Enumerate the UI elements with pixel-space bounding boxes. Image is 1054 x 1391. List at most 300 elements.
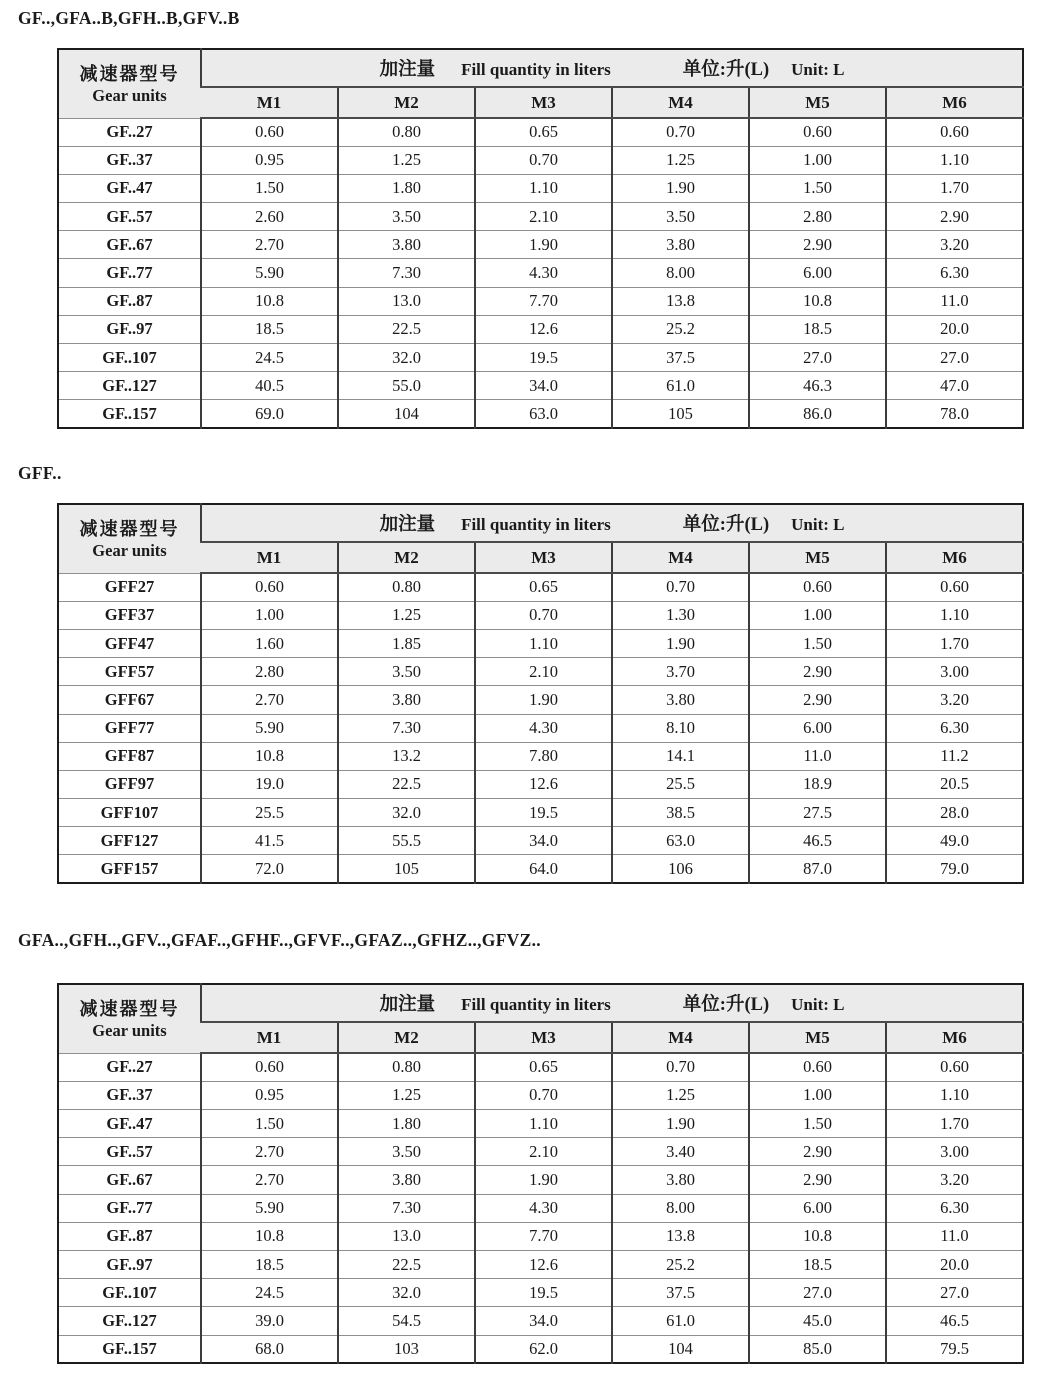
row-label: GF..37 (58, 146, 201, 174)
fill-value-cell: 2.10 (475, 203, 612, 231)
fill-value-cell: 3.40 (612, 1138, 749, 1166)
fill-value-cell: 0.60 (201, 573, 338, 601)
fill-value-cell: 7.30 (338, 259, 475, 287)
fill-value-cell: 1.90 (612, 1110, 749, 1138)
fill-value-cell: 104 (338, 400, 475, 428)
fill-value-cell: 2.90 (886, 203, 1023, 231)
row-label: GF..157 (58, 1335, 201, 1363)
fill-value-cell: 27.0 (886, 344, 1023, 372)
fill-value-cell: 0.95 (201, 1081, 338, 1109)
fill-quantity-header (201, 49, 1023, 87)
gear-units-header (58, 49, 201, 118)
fill-value-cell: 1.85 (338, 629, 475, 657)
table-body (58, 118, 1023, 428)
fill-value-cell: 7.80 (475, 742, 612, 770)
column-header-m2: M2 (338, 87, 475, 118)
fill-value-cell: 27.0 (749, 344, 886, 372)
column-header-m5: M5 (749, 87, 886, 118)
row-label: GFF77 (58, 714, 201, 742)
fill-value-cell: 27.0 (749, 1279, 886, 1307)
fill-value-cell: 104 (612, 1335, 749, 1363)
fill-value-cell: 4.30 (475, 1194, 612, 1222)
fill-value-cell: 46.5 (749, 827, 886, 855)
column-headers (58, 87, 1023, 118)
fill-value-cell: 13.8 (612, 1222, 749, 1250)
table-row (58, 1250, 1023, 1278)
table-row (58, 1222, 1023, 1250)
row-label: GF..67 (58, 1166, 201, 1194)
fill-value-cell: 3.00 (886, 1138, 1023, 1166)
fill-value-cell: 55.5 (338, 827, 475, 855)
fill-value-cell: 11.0 (886, 287, 1023, 315)
table-row (58, 714, 1023, 742)
table-row (58, 203, 1023, 231)
row-label: GF..107 (58, 344, 201, 372)
row-label: GFF67 (58, 686, 201, 714)
fill-value-cell: 5.90 (201, 1194, 338, 1222)
table-row (58, 344, 1023, 372)
fill-value-cell: 8.00 (612, 259, 749, 287)
fill-value-cell: 3.70 (612, 658, 749, 686)
fill-value-cell: 0.65 (475, 1053, 612, 1081)
column-header-m4: M4 (612, 1022, 749, 1053)
column-header-m4: M4 (612, 542, 749, 573)
gear-units-label-cn: 减速器型号 (79, 519, 180, 540)
fill-value-cell: 46.3 (749, 372, 886, 400)
row-label: GF..47 (58, 174, 201, 202)
fill-value-cell: 1.80 (338, 1110, 475, 1138)
fill-quantity-header (201, 984, 1023, 1022)
gear-units-label-en: Gear units (92, 540, 167, 560)
fill-value-cell: 7.30 (338, 714, 475, 742)
table-row (58, 1053, 1023, 1081)
row-label: GF..127 (58, 372, 201, 400)
fill-value-cell: 0.65 (475, 573, 612, 601)
fill-value-cell: 7.70 (475, 1222, 612, 1250)
fill-value-cell: 6.00 (749, 259, 886, 287)
fill-value-cell: 22.5 (338, 315, 475, 343)
section-gff (0, 463, 1054, 884)
fill-value-cell: 78.0 (886, 400, 1023, 428)
fill-value-cell: 24.5 (201, 1279, 338, 1307)
row-label: GF..77 (58, 259, 201, 287)
fill-value-cell: 3.50 (338, 1138, 475, 1166)
table-row (58, 287, 1023, 315)
unit-label-cn: 单位:升(L) (682, 60, 770, 80)
fill-value-cell: 20.0 (886, 1250, 1023, 1278)
fill-value-cell: 27.0 (886, 1279, 1023, 1307)
column-header-m3: M3 (475, 1022, 612, 1053)
fill-value-cell: 0.65 (475, 118, 612, 146)
fill-value-cell: 2.90 (749, 1138, 886, 1166)
table-row (58, 315, 1023, 343)
fill-value-cell: 2.90 (749, 1166, 886, 1194)
fill-value-cell: 0.70 (612, 573, 749, 601)
fill-value-cell: 87.0 (749, 855, 886, 883)
column-header-m3: M3 (475, 542, 612, 573)
fill-value-cell: 22.5 (338, 1250, 475, 1278)
fill-value-cell: 0.80 (338, 573, 475, 601)
table-body (58, 1053, 1023, 1363)
fill-value-cell: 85.0 (749, 1335, 886, 1363)
gear-units-label-cn: 减速器型号 (79, 999, 180, 1020)
fill-value-cell: 5.90 (201, 259, 338, 287)
fill-label-en: Fill quantity in liters (461, 515, 611, 535)
fill-value-cell: 2.90 (749, 658, 886, 686)
fill-value-cell: 3.80 (612, 686, 749, 714)
column-header-m1: M1 (201, 542, 338, 573)
fill-value-cell: 0.70 (612, 1053, 749, 1081)
fill-value-cell: 34.0 (475, 372, 612, 400)
fill-value-cell: 3.80 (338, 686, 475, 714)
fill-value-cell: 103 (338, 1335, 475, 1363)
fill-value-cell: 8.00 (612, 1194, 749, 1222)
fill-value-cell: 6.00 (749, 1194, 886, 1222)
row-label: GFF27 (58, 573, 201, 601)
fill-value-cell: 0.70 (475, 1081, 612, 1109)
column-header-m6: M6 (886, 542, 1023, 573)
fill-value-cell: 22.5 (338, 770, 475, 798)
column-header-m4: M4 (612, 87, 749, 118)
fill-value-cell: 20.0 (886, 315, 1023, 343)
fill-value-cell: 1.25 (612, 1081, 749, 1109)
table-row (58, 1081, 1023, 1109)
fill-value-cell: 0.60 (886, 1053, 1023, 1081)
fill-value-cell: 2.70 (201, 686, 338, 714)
fill-quantity-table (57, 983, 1024, 1364)
gear-units-label-en: Gear units (92, 1020, 167, 1040)
fill-value-cell: 3.80 (612, 1166, 749, 1194)
fill-value-cell: 62.0 (475, 1335, 612, 1363)
fill-value-cell: 18.9 (749, 770, 886, 798)
fill-value-cell: 7.70 (475, 287, 612, 315)
fill-value-cell: 86.0 (749, 400, 886, 428)
fill-value-cell: 10.8 (201, 1222, 338, 1250)
fill-value-cell: 2.80 (201, 658, 338, 686)
fill-value-cell: 13.0 (338, 287, 475, 315)
fill-value-cell: 0.60 (201, 1053, 338, 1081)
row-label: GF..57 (58, 1138, 201, 1166)
fill-value-cell: 3.50 (338, 203, 475, 231)
unit-label-cn: 单位:升(L) (682, 995, 770, 1016)
table-row (58, 372, 1023, 400)
column-header-m6: M6 (886, 1022, 1023, 1053)
row-label: GF..97 (58, 1250, 201, 1278)
fill-value-cell: 1.00 (749, 601, 886, 629)
row-label: GFF127 (58, 827, 201, 855)
fill-value-cell: 25.2 (612, 1250, 749, 1278)
fill-value-cell: 1.25 (338, 601, 475, 629)
fill-value-cell: 55.0 (338, 372, 475, 400)
table-row (58, 1110, 1023, 1138)
section-title: GFF.. (18, 463, 62, 484)
fill-value-cell: 19.5 (475, 1279, 612, 1307)
fill-value-cell: 18.5 (749, 1250, 886, 1278)
row-label: GF..77 (58, 1194, 201, 1222)
gear-units-label-en: Gear units (92, 85, 167, 105)
row-label: GFF107 (58, 799, 201, 827)
fill-value-cell: 14.1 (612, 742, 749, 770)
fill-value-cell: 25.2 (612, 315, 749, 343)
fill-value-cell: 105 (612, 400, 749, 428)
table-row (58, 1194, 1023, 1222)
table-row (58, 827, 1023, 855)
fill-value-cell: 0.60 (886, 118, 1023, 146)
fill-value-cell: 1.10 (886, 1081, 1023, 1109)
fill-value-cell: 8.10 (612, 714, 749, 742)
fill-value-cell: 1.10 (886, 146, 1023, 174)
fill-value-cell: 1.70 (886, 629, 1023, 657)
fill-value-cell: 40.5 (201, 372, 338, 400)
fill-value-cell: 4.30 (475, 259, 612, 287)
fill-value-cell: 1.25 (338, 1081, 475, 1109)
fill-value-cell: 2.90 (749, 686, 886, 714)
fill-value-cell: 12.6 (475, 315, 612, 343)
table-row (58, 1279, 1023, 1307)
fill-value-cell: 10.8 (201, 287, 338, 315)
unit-label-en: Unit: L (791, 995, 845, 1015)
table-row (58, 174, 1023, 202)
fill-value-cell: 106 (612, 855, 749, 883)
fill-value-cell: 32.0 (338, 799, 475, 827)
fill-value-cell: 6.30 (886, 714, 1023, 742)
column-header-m5: M5 (749, 1022, 886, 1053)
fill-value-cell: 0.80 (338, 118, 475, 146)
fill-value-cell: 0.70 (475, 146, 612, 174)
row-label: GF..27 (58, 118, 201, 146)
fill-value-cell: 19.0 (201, 770, 338, 798)
fill-value-cell: 69.0 (201, 400, 338, 428)
fill-value-cell: 19.5 (475, 344, 612, 372)
section-title: GF..,GFA..B,GFH..B,GFV..B (18, 8, 240, 28)
fill-value-cell: 1.90 (612, 174, 749, 202)
fill-value-cell: 10.8 (749, 287, 886, 315)
column-header-m1: M1 (201, 1022, 338, 1053)
fill-value-cell: 2.80 (749, 203, 886, 231)
fill-value-cell: 2.70 (201, 1166, 338, 1194)
column-header-m5: M5 (749, 542, 886, 573)
fill-value-cell: 1.50 (201, 1110, 338, 1138)
fill-value-cell: 2.10 (475, 1138, 612, 1166)
fill-value-cell: 0.60 (749, 573, 886, 601)
fill-value-cell: 3.20 (886, 1166, 1023, 1194)
row-label: GFF97 (58, 770, 201, 798)
fill-value-cell: 3.50 (338, 658, 475, 686)
fill-label-cn: 加注量 (379, 515, 436, 536)
row-label: GF..97 (58, 315, 201, 343)
fill-value-cell: 1.90 (475, 231, 612, 259)
fill-quantity-table (57, 503, 1024, 884)
fill-value-cell: 34.0 (475, 1307, 612, 1335)
table-row (58, 118, 1023, 146)
fill-value-cell: 1.90 (475, 1166, 612, 1194)
fill-value-cell: 13.8 (612, 287, 749, 315)
table-row (58, 573, 1023, 601)
section-gf-gfab (0, 8, 1054, 429)
fill-value-cell: 20.5 (886, 770, 1023, 798)
fill-value-cell: 0.70 (475, 601, 612, 629)
table-row (58, 770, 1023, 798)
fill-value-cell: 1.30 (612, 601, 749, 629)
fill-value-cell: 41.5 (201, 827, 338, 855)
fill-value-cell: 18.5 (201, 315, 338, 343)
fill-value-cell: 24.5 (201, 344, 338, 372)
fill-value-cell: 1.00 (749, 1081, 886, 1109)
fill-value-cell: 27.5 (749, 799, 886, 827)
fill-value-cell: 45.0 (749, 1307, 886, 1335)
fill-value-cell: 49.0 (886, 827, 1023, 855)
fill-value-cell: 3.20 (886, 686, 1023, 714)
fill-value-cell: 1.25 (338, 146, 475, 174)
row-label: GF..57 (58, 203, 201, 231)
section-title: GFA..,GFH..,GFV..,GFAF..,GFHF..,GFVF..,GFAZ..,GFHZ..,GFVZ.. (18, 930, 541, 951)
fill-value-cell: 38.5 (612, 799, 749, 827)
fill-quantity-header (201, 504, 1023, 542)
fill-value-cell: 11.2 (886, 742, 1023, 770)
fill-value-cell: 1.70 (886, 1110, 1023, 1138)
column-header-m3: M3 (475, 87, 612, 118)
fill-value-cell: 10.8 (201, 742, 338, 770)
table-row (58, 400, 1023, 428)
unit-label-cn: 单位:升(L) (682, 515, 770, 536)
fill-value-cell: 25.5 (201, 799, 338, 827)
table-row (58, 1166, 1023, 1194)
fill-value-cell: 79.0 (886, 855, 1023, 883)
fill-value-cell: 2.10 (475, 658, 612, 686)
fill-value-cell: 63.0 (612, 827, 749, 855)
fill-value-cell: 1.90 (475, 686, 612, 714)
fill-value-cell: 18.5 (749, 315, 886, 343)
fill-label-en: Fill quantity in liters (461, 995, 611, 1015)
row-label: GF..67 (58, 231, 201, 259)
fill-value-cell: 5.90 (201, 714, 338, 742)
table-row (58, 259, 1023, 287)
section-gfa-variants (0, 930, 1054, 1364)
column-header-m6: M6 (886, 87, 1023, 118)
table-row (58, 658, 1023, 686)
fill-value-cell: 63.0 (475, 400, 612, 428)
table-row (58, 146, 1023, 174)
fill-value-cell: 64.0 (475, 855, 612, 883)
row-label: GF..107 (58, 1279, 201, 1307)
fill-value-cell: 6.00 (749, 714, 886, 742)
row-label: GFF37 (58, 601, 201, 629)
fill-value-cell: 6.30 (886, 259, 1023, 287)
table-row (58, 601, 1023, 629)
fill-value-cell: 1.50 (749, 1110, 886, 1138)
fill-value-cell: 12.6 (475, 770, 612, 798)
fill-value-cell: 68.0 (201, 1335, 338, 1363)
fill-value-cell: 0.95 (201, 146, 338, 174)
fill-label-en: Fill quantity in liters (461, 60, 611, 79)
fill-value-cell: 3.50 (612, 203, 749, 231)
fill-value-cell: 28.0 (886, 799, 1023, 827)
table-row (58, 1307, 1023, 1335)
fill-value-cell: 13.0 (338, 1222, 475, 1250)
fill-label-cn: 加注量 (379, 60, 436, 80)
fill-value-cell: 10.8 (749, 1222, 886, 1250)
fill-value-cell: 3.20 (886, 231, 1023, 259)
column-headers (58, 1022, 1023, 1053)
table-row (58, 1335, 1023, 1363)
row-label: GFF157 (58, 855, 201, 883)
fill-value-cell: 11.0 (749, 742, 886, 770)
row-label: GFF57 (58, 658, 201, 686)
fill-value-cell: 2.70 (201, 1138, 338, 1166)
table-row (58, 686, 1023, 714)
fill-value-cell: 6.30 (886, 1194, 1023, 1222)
row-label: GFF87 (58, 742, 201, 770)
fill-value-cell: 12.6 (475, 1250, 612, 1278)
fill-value-cell: 1.50 (749, 629, 886, 657)
fill-value-cell: 32.0 (338, 1279, 475, 1307)
gear-units-header (58, 984, 201, 1053)
fill-value-cell: 1.10 (475, 629, 612, 657)
fill-value-cell: 46.5 (886, 1307, 1023, 1335)
unit-label-en: Unit: L (791, 60, 845, 79)
fill-value-cell: 61.0 (612, 372, 749, 400)
fill-value-cell: 0.60 (201, 118, 338, 146)
column-header-m2: M2 (338, 542, 475, 573)
column-header-m2: M2 (338, 1022, 475, 1053)
fill-value-cell: 1.50 (749, 174, 886, 202)
fill-value-cell: 39.0 (201, 1307, 338, 1335)
row-label: GF..157 (58, 400, 201, 428)
fill-value-cell: 0.60 (749, 118, 886, 146)
fill-value-cell: 34.0 (475, 827, 612, 855)
fill-value-cell: 1.70 (886, 174, 1023, 202)
fill-value-cell: 0.70 (612, 118, 749, 146)
fill-value-cell: 37.5 (612, 344, 749, 372)
fill-value-cell: 105 (338, 855, 475, 883)
fill-value-cell: 54.5 (338, 1307, 475, 1335)
fill-value-cell: 4.30 (475, 714, 612, 742)
row-label: GF..87 (58, 1222, 201, 1250)
column-headers (58, 542, 1023, 573)
fill-value-cell: 13.2 (338, 742, 475, 770)
fill-value-cell: 3.80 (612, 231, 749, 259)
fill-value-cell: 3.80 (338, 1166, 475, 1194)
fill-value-cell: 7.30 (338, 1194, 475, 1222)
row-label: GF..87 (58, 287, 201, 315)
fill-label-cn: 加注量 (379, 995, 436, 1016)
table-row (58, 742, 1023, 770)
fill-value-cell: 1.10 (475, 174, 612, 202)
fill-value-cell: 2.70 (201, 231, 338, 259)
gear-units-label-cn: 减速器型号 (79, 64, 180, 85)
fill-value-cell: 1.10 (886, 601, 1023, 629)
fill-value-cell: 3.00 (886, 658, 1023, 686)
table-row (58, 855, 1023, 883)
row-label: GF..27 (58, 1053, 201, 1081)
fill-value-cell: 1.90 (612, 629, 749, 657)
fill-value-cell: 1.80 (338, 174, 475, 202)
fill-value-cell: 19.5 (475, 799, 612, 827)
fill-value-cell: 2.90 (749, 231, 886, 259)
fill-value-cell: 2.60 (201, 203, 338, 231)
fill-quantity-table (57, 48, 1024, 429)
fill-value-cell: 72.0 (201, 855, 338, 883)
fill-value-cell: 3.80 (338, 231, 475, 259)
fill-value-cell: 0.80 (338, 1053, 475, 1081)
table-row (58, 231, 1023, 259)
fill-value-cell: 11.0 (886, 1222, 1023, 1250)
table-row (58, 799, 1023, 827)
fill-value-cell: 79.5 (886, 1335, 1023, 1363)
table-row (58, 1138, 1023, 1166)
column-header-m1: M1 (201, 87, 338, 118)
unit-label-en: Unit: L (791, 515, 845, 535)
